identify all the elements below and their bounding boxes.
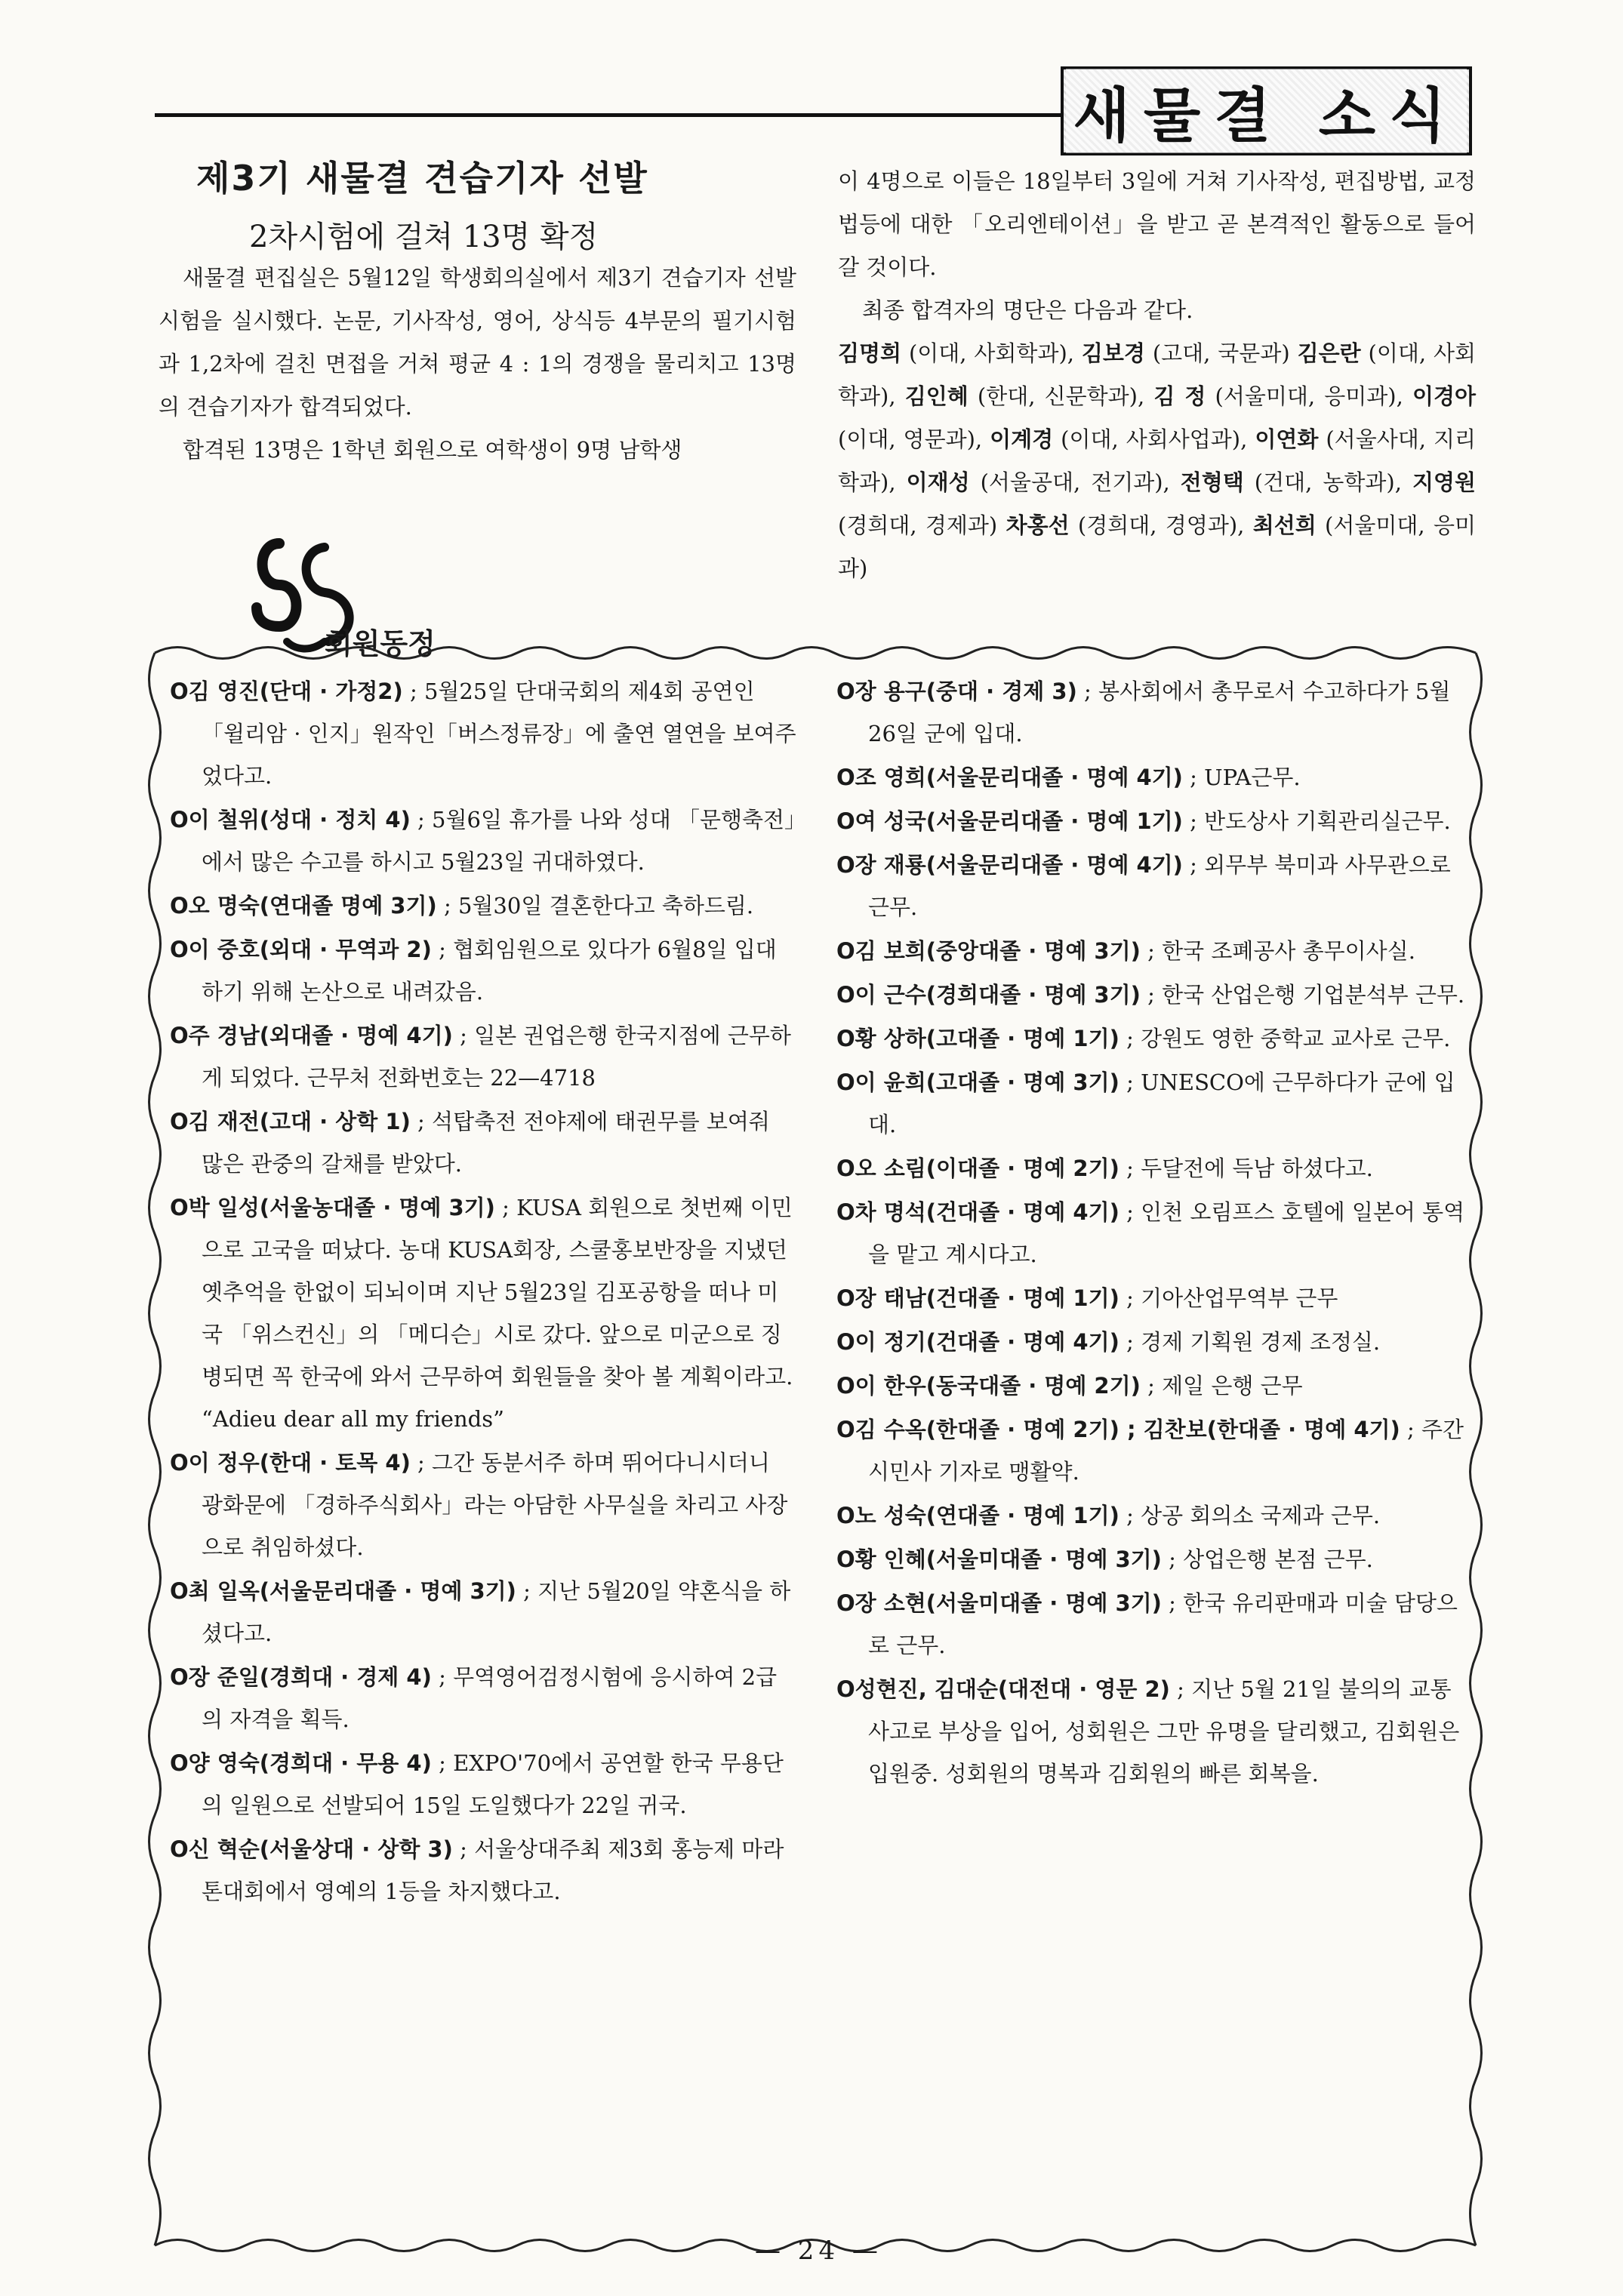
news-entry <box>170 1014 796 1099</box>
news-entry-text: ; 지난 5월 21일 불의의 교통사고로 부상을 입어, 성회원은 그만 유명을 달리했고, 김회원은 입원중. 성회원의 명복과 김회원의 빠른 회복을. <box>868 1676 1460 1787</box>
news-entry <box>170 1442 796 1568</box>
news-entry-text: ; 두달전에 득남 하셨다고. <box>1119 1156 1373 1181</box>
news-entry-name: O이 중호(외대 · 무역과 2) <box>170 937 432 962</box>
winner-info: (서울미대, 응미과), <box>1206 383 1412 409</box>
winner-name: 전형택 <box>1180 469 1244 495</box>
news-entry <box>836 1321 1467 1363</box>
article-paragraph-2a: 합격된 13명은 1학년 회원으로 여학생이 9명 남학생 <box>183 437 682 463</box>
news-entry <box>170 928 796 1013</box>
news-entry-name: O김 영진(단대 · 가정2) <box>170 679 403 704</box>
news-entry-name: O장 용구(중대 · 경제 3) <box>836 679 1077 704</box>
news-entry-text: ; 상공 회의소 국제과 근무. <box>1119 1503 1381 1528</box>
winner-name: 김은란 <box>1297 340 1361 366</box>
news-entry <box>170 1828 796 1913</box>
article-body-right <box>838 160 1476 590</box>
news-entry-text: ; 5월6일 휴가를 나와 성대 「문행축전」에서 많은 수고를 하시고 5월23일 귀대하였다. <box>202 807 796 875</box>
news-entry <box>836 1365 1467 1407</box>
news-entry-name: O이 정기(건대졸 · 명예 4기) <box>836 1329 1119 1355</box>
news-entry <box>836 1538 1467 1580</box>
article-paragraph-2b: 이 4명으로 이들은 18일부터 3일에 거쳐 기사작성, 편집방법, 교정법등에 대한 「오리엔테이션」을 받고 곧 본격적인 활동으로 들어갈 것이다. <box>838 168 1476 280</box>
news-entry-name: O이 근수(경희대졸 · 명예 3기) <box>836 982 1141 1008</box>
news-entry-name: O여 성국(서울문리대졸 · 명예 1기) <box>836 808 1183 834</box>
article-paragraph-1: 새물결 편집실은 5월12일 학생회의실에서 제3기 견습기자 선발시험을 실시했다. 논문, 기사작성, 영어, 상식등 4부문의 필기시험과 1,2차에 걸친 면접을 거쳐 평균 4 : 1의 경쟁을 물리치고 13명의 견습기자가 합격되었다. <box>159 265 796 420</box>
news-entry <box>170 799 796 883</box>
top-rule <box>155 113 1079 117</box>
news-entry <box>836 1191 1467 1276</box>
winners-list <box>838 332 1476 590</box>
news-entry <box>836 1147 1467 1190</box>
winner-info: (고대, 국문과) <box>1144 340 1298 366</box>
news-entry <box>836 1277 1467 1319</box>
news-entry <box>836 844 1467 928</box>
winner-name: 김 정 <box>1153 383 1206 409</box>
news-entry <box>170 1656 796 1740</box>
news-entry <box>836 974 1467 1016</box>
winner-name: 이재성 <box>906 469 970 495</box>
winner-info: (이대, 사회사업과), <box>1053 426 1255 452</box>
winner-name: 이연화 <box>1255 426 1319 452</box>
news-entry-text: ; 그간 동분서주 하며 뛰어다니시더니 광화문에 「경하주식회사」라는 아담한 사무실을 차리고 사장으로 취임하셨다. <box>202 1450 788 1560</box>
news-entry-name: O이 윤희(고대졸 · 명예 3기) <box>836 1070 1119 1095</box>
member-news-left-column <box>170 670 796 1914</box>
winner-info: (경희대, 경영과), <box>1069 512 1253 538</box>
news-entry-text: ; 제일 은행 근무 <box>1140 1373 1303 1399</box>
winner-name: 이계경 <box>990 426 1054 452</box>
winner-info: (이대, 사회학과), <box>901 340 1082 366</box>
news-entry-text: ; 기아산업무역부 근무 <box>1119 1285 1338 1311</box>
news-entry-name: O김 보희(중앙대졸 · 명예 3기) <box>836 938 1141 964</box>
article-headline: 제3기 새물결 견습기자 선발 <box>196 158 648 199</box>
news-entry <box>836 930 1467 972</box>
news-entry-name: O오 명숙(연대졸 명예 3기) <box>170 893 437 919</box>
news-entry-name: O장 재룡(서울문리대졸 · 명예 4기) <box>836 852 1183 878</box>
news-entry-text: ; 무역영어검정시험에 응시하여 2급의 자격을 획득. <box>202 1664 778 1732</box>
column-title-badge <box>1061 66 1472 155</box>
news-entry-name: O이 철위(성대 · 정치 4) <box>170 807 411 833</box>
news-entry-name: O이 한우(동국대졸 · 명예 2기) <box>836 1373 1141 1399</box>
news-entry-name: O차 명석(건대졸 · 명예 4기) <box>836 1199 1119 1225</box>
winner-info: (서울미대, 응미과) <box>838 512 1476 581</box>
winner-info: (서울사대, 지리학과), <box>838 426 1476 495</box>
article-subhead: 2차시험에 걸쳐 13명 확정 <box>249 220 599 254</box>
news-entry-name: O최 일옥(서울문리대졸 · 명예 3기) <box>170 1578 516 1604</box>
news-entry-text: ; 일본 권업은행 한국지점에 근무하게 되었다. 근무처 전화번호는 22—4718 <box>202 1023 791 1091</box>
news-entry-text: ; 경제 기획원 경제 조정실. <box>1119 1329 1381 1355</box>
winner-info: (건대, 농학과), <box>1243 469 1412 495</box>
news-entry-name: O양 영숙(경희대 · 무용 4) <box>170 1750 432 1776</box>
news-entry-text: ; EXPO'70에서 공연할 한국 무용단의 일원으로 선발되어 15일 도일했다가 22일 귀국. <box>202 1750 784 1818</box>
news-entry-text: ; 5월25일 단대국회의 제4회 공연인 「윌리암 · 인지」원작인「버스정류장」에 출연 열연을 보여주었다고. <box>202 679 796 789</box>
winner-name: 이경아 <box>1412 383 1476 409</box>
news-entry-name: O신 혁순(서울상대 · 상학 3) <box>170 1836 453 1862</box>
news-entry-text: ; 봉사회에서 총무로서 수고하다가 5월26일 군에 입대. <box>868 679 1451 746</box>
article-body-left <box>159 257 796 472</box>
news-entry-text: ; 석탑축전 전야제에 태권무를 보여줘 많은 관중의 갈채를 받았다. <box>202 1109 770 1177</box>
news-entry-text: ; 한국 산업은행 기업분석부 근무. <box>1140 982 1465 1008</box>
news-entry-text: ; UPA근무. <box>1182 765 1301 790</box>
news-entry <box>836 1494 1467 1537</box>
news-entry-text: ; 주간 시민사 기자로 맹활약. <box>868 1417 1464 1485</box>
news-entry-name: O오 소림(이대졸 · 명예 2기) <box>836 1156 1119 1181</box>
winner-info: (경희대, 경제과) <box>838 512 1006 538</box>
news-entry-text: ; 지난 5월20일 약혼식을 하셨다고. <box>202 1578 791 1646</box>
news-entry-name: O이 정우(한대 · 토목 4) <box>170 1450 411 1476</box>
news-entry <box>836 800 1467 842</box>
news-entry <box>836 1668 1467 1795</box>
news-entry <box>836 670 1467 755</box>
news-entry <box>170 1570 796 1654</box>
news-entry-name: O장 준일(경희대 · 경제 4) <box>170 1664 432 1690</box>
news-entry <box>836 1582 1467 1667</box>
winner-info: (이대, 영문과), <box>838 426 990 452</box>
news-entry-name: O김 수옥(한대졸 · 명예 2기) ; 김찬보(한대졸 · 명예 4기) <box>836 1417 1400 1442</box>
news-entry-text: ; 상업은행 본점 근무. <box>1161 1547 1373 1572</box>
winner-name: 김인혜 <box>904 383 969 409</box>
news-entry <box>836 1017 1467 1060</box>
winner-info: (이대, 사회학과), <box>838 340 1476 409</box>
page-number: — 24 — <box>755 2236 882 2266</box>
news-entry-name: O장 소현(서울미대졸 · 명예 3기) <box>836 1590 1162 1616</box>
news-entry <box>170 670 796 797</box>
winner-info: (서울공대, 전기과), <box>969 469 1181 495</box>
news-entry-text: ; 강원도 영한 중학교 교사로 근무. <box>1119 1026 1451 1051</box>
news-entry <box>170 1742 796 1827</box>
winner-name: 김보경 <box>1081 340 1145 366</box>
article-paragraph-3: 최종 합격자의 명단은 다음과 같다. <box>862 297 1193 323</box>
winner-name: 지영원 <box>1412 469 1476 495</box>
news-entry-name: O주 경남(외대졸 · 명예 4기) <box>170 1023 453 1048</box>
news-entry-name: O박 일성(서울농대졸 · 명예 3기) <box>170 1195 495 1220</box>
news-entry-name: O노 성숙(연대졸 · 명예 1기) <box>836 1503 1119 1528</box>
news-entry-name: O장 태남(건대졸 · 명예 1기) <box>836 1285 1119 1311</box>
member-news-right-column <box>836 670 1467 1796</box>
news-entry-text: ; UNESCO에 근무하다가 군에 입대. <box>868 1070 1455 1137</box>
winner-name: 차홍선 <box>1006 512 1070 538</box>
news-entry-name: O김 재전(고대 · 상학 1) <box>170 1109 411 1134</box>
news-entry <box>170 1186 796 1440</box>
section-label: 회원동정 <box>325 627 436 660</box>
news-entry <box>170 1100 796 1185</box>
news-entry-name: O조 영희(서울문리대졸 · 명예 4기) <box>836 765 1183 790</box>
news-entry-text: ; 서울상대주최 제3회 홍능제 마라톤대회에서 영예의 1등을 차지했다고. <box>202 1836 784 1904</box>
winner-name: 최선희 <box>1252 512 1317 538</box>
news-entry-text: ; 한국 유리판매과 미술 담당으로 근무. <box>868 1590 1458 1658</box>
winner-info: (한대, 신문학과), <box>968 383 1154 409</box>
news-entry-text: ; 5월30일 결혼한다고 축하드림. <box>436 893 754 919</box>
news-entry-name: O성현진, 김대순(대전대 · 영문 2) <box>836 1676 1170 1702</box>
news-entry-text: ; 협회임원으로 있다가 6월8일 입대하기 위해 논산으로 내려갔음. <box>202 937 777 1005</box>
news-entry <box>836 756 1467 799</box>
news-entry <box>836 1061 1467 1146</box>
winner-name: 김명희 <box>838 340 902 366</box>
news-entry-text: ; 외무부 북미과 사무관으로 근무. <box>868 852 1451 920</box>
news-entry-text: ; 인천 오림프스 호텔에 일본어 통역을 맡고 계시다고. <box>868 1199 1465 1267</box>
news-entry-text: ; 반도상사 기획관리실근무. <box>1182 808 1451 834</box>
news-entry-name: O황 인혜(서울미대졸 · 명예 3기) <box>836 1547 1162 1572</box>
news-entry-text: ; KUSA 회원으로 첫번째 이민으로 고국을 떠났다. 농대 KUSA회장, 스쿨홍보반장을 지냈던 옛추억을 한없이 되뇌이며 지난 5월23일 김포공항을 떠나 미국 「위스컨신」의 「메디슨」시로 갔다. 앞으로 미군으로 징병되면 꼭 한국에 와서 근무하여 회원들을 찾아 볼 계획이라고. “Adieu dear all my friends” <box>202 1195 793 1432</box>
news-entry-text: ; 한국 조폐공사 총무이사실. <box>1140 938 1415 964</box>
news-entry <box>836 1408 1467 1493</box>
column-title: 새물결 소식 <box>1066 69 1467 153</box>
news-entry <box>170 885 796 927</box>
news-entry-name: O황 상하(고대졸 · 명예 1기) <box>836 1026 1119 1051</box>
